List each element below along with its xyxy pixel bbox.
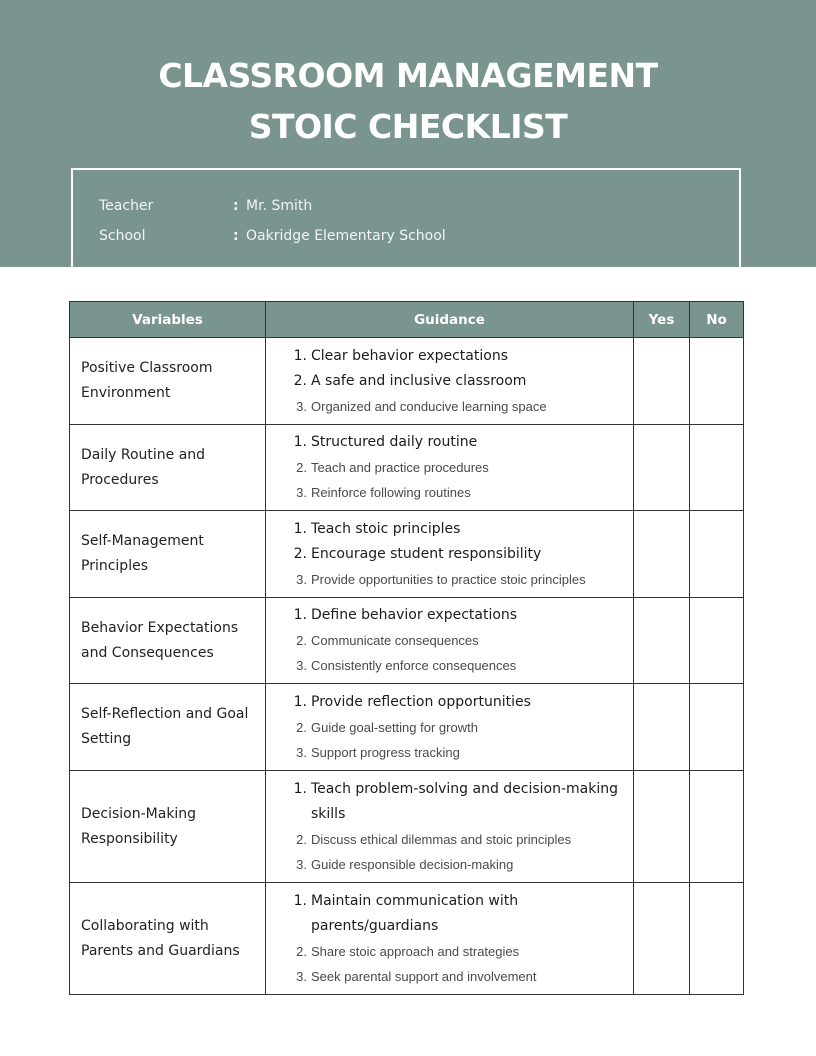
title-line-2: STOIC CHECKLIST [248,107,568,146]
guidance-item [290,394,633,419]
item-text: Provide opportunities to practice stoic principles [311,571,586,587]
item-number: 3. [296,398,307,414]
variable-cell: Decision-Making Responsibility [70,771,266,883]
table-row [70,598,744,684]
guidance-list [290,690,633,765]
item-number: 1. [293,607,307,623]
school-separator: : [233,228,239,244]
checklist-table [69,301,744,995]
item-text: Communicate consequences [311,633,479,648]
school-label: School [99,228,146,244]
item-text: Teach and practice procedures [311,460,489,475]
item-text: Structured daily routine [311,434,478,450]
guidance-item [290,430,633,455]
item-number: 2. [296,943,307,959]
info-box [71,168,741,267]
variable-cell: Daily Routine and Procedures [70,425,266,511]
yes-checkbox-cell[interactable] [634,338,690,425]
guidance-item [290,939,633,964]
yes-checkbox-cell[interactable] [634,771,690,883]
guidance-item [290,567,633,592]
item-text: Define behavior expectations [311,607,518,623]
column-header-yes: Yes [634,302,690,338]
table-row [70,511,744,598]
title-line-1: CLASSROOM MANAGEMENT [158,56,658,95]
page-title [0,50,816,152]
variable-cell: Positive Classroom Environment [70,338,266,425]
guidance-item [290,603,633,628]
guidance-item [290,889,633,939]
variable-cell: Self-Reflection and Goal Setting [70,684,266,771]
guidance-list [290,889,633,989]
item-text: Guide responsible decision-making [311,856,514,872]
variable-cell: Collaborating with Parents and Guardians [70,883,266,995]
yes-checkbox-cell[interactable] [634,598,690,684]
item-text: A safe and inclusive classroom [311,372,527,389]
guidance-cell [266,338,634,425]
item-text: Consistently enforce consequences [311,658,517,673]
item-number: 2. [296,831,307,847]
item-number: 2. [293,372,307,389]
guidance-item [290,517,633,542]
item-text: Organized and conducive learning space [311,398,547,414]
no-checkbox-cell[interactable] [690,598,744,684]
table-row [70,425,744,511]
guidance-item [290,653,633,678]
item-text: Discuss ethical dilemmas and stoic principles [311,831,572,847]
item-number: 1. [293,693,307,710]
yes-checkbox-cell[interactable] [634,883,690,995]
teacher-separator: : [233,198,239,214]
item-text: Teach stoic principles [311,520,461,537]
item-number: 2. [296,633,307,648]
guidance-cell [266,883,634,995]
school-row [99,226,446,246]
guidance-list [290,603,633,678]
item-number: 2. [293,545,307,562]
item-text: Share stoic approach and strategies [311,943,520,959]
item-number: 3. [296,856,307,872]
item-number: 1. [293,780,307,797]
guidance-list [290,430,633,505]
item-number: 2. [296,460,307,475]
item-number: 3. [296,658,307,673]
teacher-value: Mr. Smith [246,198,313,214]
guidance-cell [266,425,634,511]
item-number: 2. [296,719,307,735]
guidance-item [290,369,633,394]
teacher-label: Teacher [99,198,154,214]
guidance-item [290,740,633,765]
item-number: 1. [293,520,307,537]
item-number: 3. [296,968,307,984]
no-checkbox-cell[interactable] [690,684,744,771]
guidance-list [290,344,633,419]
column-header-variables: Variables [70,302,266,338]
guidance-item [290,852,633,877]
guidance-item [290,715,633,740]
item-text: Maintain communication with parents/guardians [311,892,519,934]
guidance-item [290,344,633,369]
item-text: Guide goal-setting for growth [311,719,478,735]
no-checkbox-cell[interactable] [690,771,744,883]
guidance-item [290,628,633,653]
teacher-row [99,196,312,216]
item-text: Encourage student responsibility [311,545,542,562]
no-checkbox-cell[interactable] [690,338,744,425]
guidance-item [290,827,633,852]
item-number: 3. [296,571,307,587]
column-header-guidance: Guidance [266,302,634,338]
table-header-row [70,302,744,338]
table-row [70,684,744,771]
item-text: Provide reflection opportunities [311,693,531,710]
column-header-no: No [690,302,744,338]
yes-checkbox-cell[interactable] [634,511,690,598]
item-number: 3. [296,485,307,500]
guidance-cell [266,598,634,684]
table-row [70,771,744,883]
item-text: Reinforce following routines [311,485,471,500]
school-value: Oakridge Elementary School [246,228,446,244]
guidance-list [290,517,633,592]
item-number: 1. [293,347,307,364]
guidance-item [290,964,633,989]
yes-checkbox-cell[interactable] [634,684,690,771]
item-number: 1. [293,434,307,450]
table-row [70,338,744,425]
variable-cell: Behavior Expectations and Consequences [70,598,266,684]
guidance-cell [266,684,634,771]
no-checkbox-cell[interactable] [690,883,744,995]
guidance-item [290,777,633,827]
guidance-cell [266,511,634,598]
item-number: 1. [293,892,307,909]
no-checkbox-cell[interactable] [690,425,744,511]
guidance-item [290,542,633,567]
item-text: Seek parental support and involvement [311,968,537,984]
guidance-item [290,455,633,480]
variable-cell: Self-Management Principles [70,511,266,598]
no-checkbox-cell[interactable] [690,511,744,598]
item-text: Clear behavior expectations [311,347,508,364]
yes-checkbox-cell[interactable] [634,425,690,511]
guidance-item [290,480,633,505]
item-text: Support progress tracking [311,744,460,760]
table-row [70,883,744,995]
guidance-cell [266,771,634,883]
guidance-list [290,777,633,877]
item-text: Teach problem-solving and decision-making skills [311,780,619,822]
guidance-item [290,690,633,715]
item-number: 3. [296,744,307,760]
